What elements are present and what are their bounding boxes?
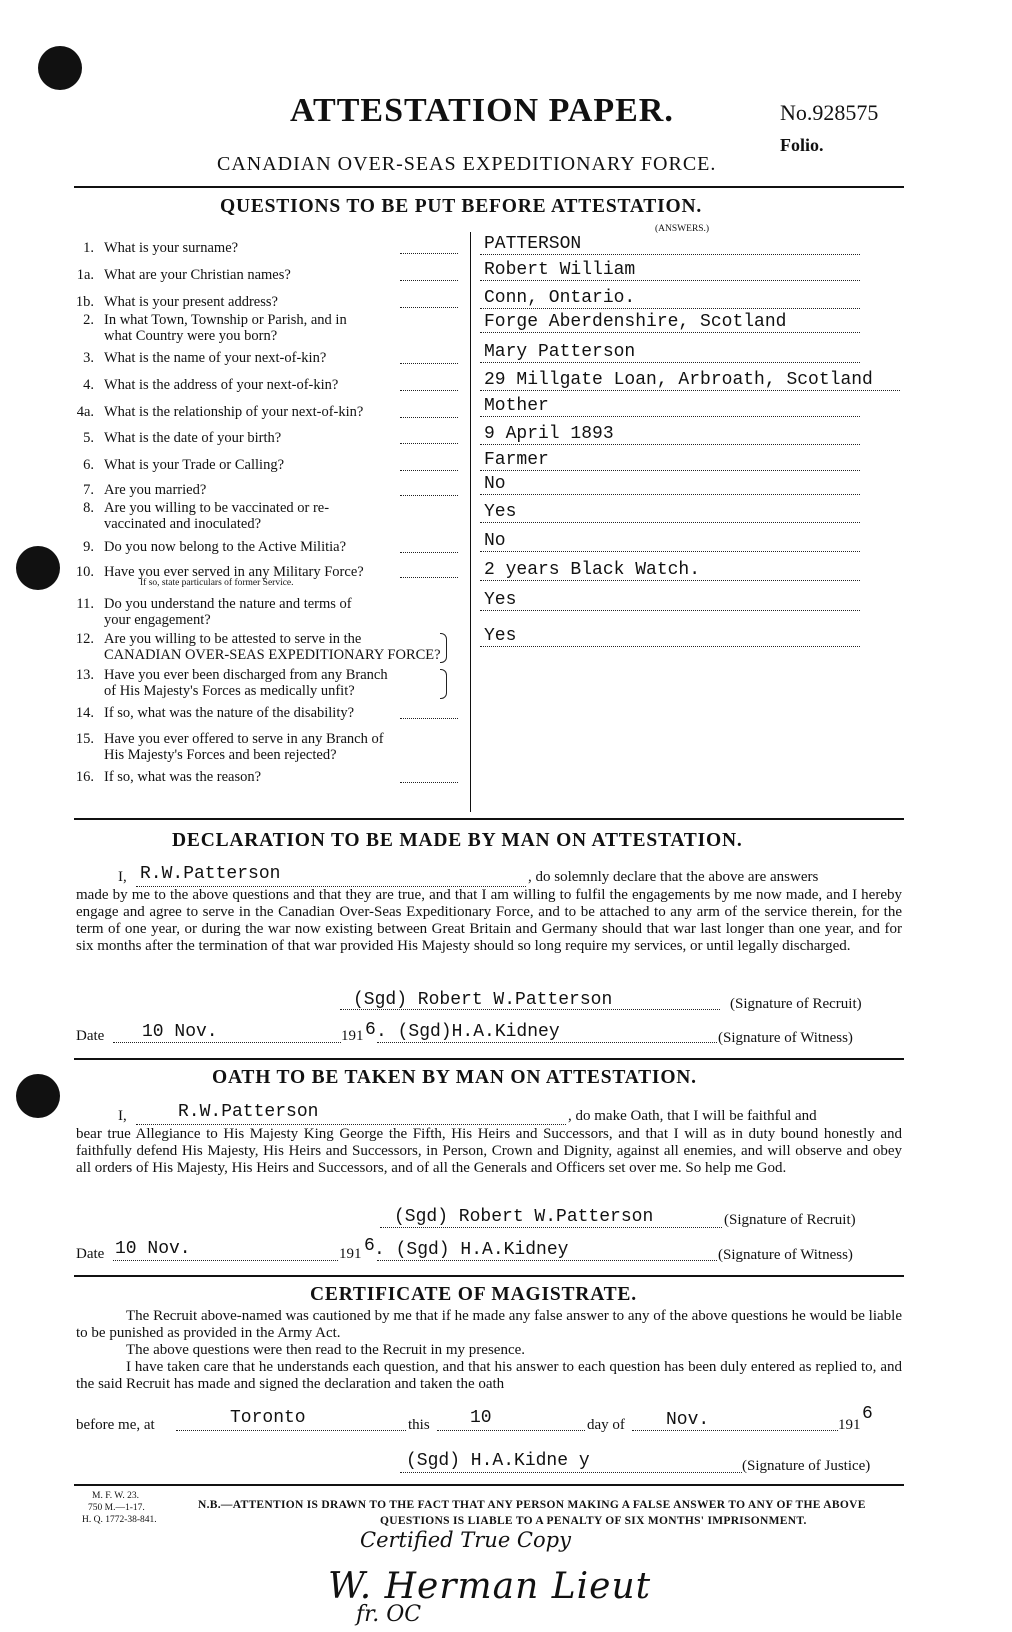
answer-value: Mary Patterson bbox=[484, 342, 636, 362]
answer-value: Yes bbox=[484, 626, 517, 646]
question-text: Have you ever offered to serve in any Branch of bbox=[104, 731, 384, 747]
certificate-signature-label: (Signature of Justice) bbox=[742, 1458, 871, 1474]
question-number: 4a. bbox=[76, 404, 94, 420]
certificate-signature: (Sgd) H.A.Kidne y bbox=[406, 1451, 590, 1471]
certificate-before-label: before me, at bbox=[76, 1417, 155, 1433]
certificate-day-of-label: day of bbox=[587, 1417, 625, 1433]
question-leader-dots bbox=[400, 770, 458, 783]
answer-line bbox=[480, 539, 860, 552]
question-number: 10. bbox=[75, 564, 94, 580]
question-text: CANADIAN OVER-SEAS EXPEDITIONARY FORCE? bbox=[104, 647, 441, 663]
certificate-month-line bbox=[632, 1418, 838, 1431]
oath-body: bear true Allegiance to His Majesty King George the Fifth, His Heirs and Successors, and that I will as in duty bound honestly and faithfully defend His Majesty, His Heirs and Successors, in Person, Crown and Dignity, against all enemies, and will observe and obey all orders of His Majesty, His Heirs and Successors, and of all the Generals and Officers set over me. So help me God. bbox=[76, 1126, 902, 1176]
answer-value: No bbox=[484, 531, 506, 551]
question-bracket bbox=[440, 669, 447, 699]
question-leader-dots bbox=[400, 378, 458, 391]
certificate-paragraph-1: The Recruit above-named was cautioned by me that if he made any false answer to any of the above questions he would be liable to be punished as provided in the Army Act. bbox=[76, 1308, 902, 1341]
answer-line bbox=[480, 404, 860, 417]
question-text: Do you now belong to the Active Militia? bbox=[104, 539, 347, 555]
question-text: what Country were you born? bbox=[104, 328, 278, 344]
question-number: 11. bbox=[76, 596, 94, 612]
oath-heading: OATH TO BE TAKEN BY MAN ON ATTESTATION. bbox=[212, 1067, 697, 1088]
oath-bottom-rule bbox=[74, 1275, 904, 1277]
question-text: What is your surname? bbox=[104, 240, 239, 256]
declaration-year-prefix: 191 bbox=[341, 1028, 364, 1044]
form-code-3: H. Q. 1772-38-841. bbox=[82, 1515, 157, 1525]
answer-value: 9 April 1893 bbox=[484, 424, 614, 444]
declaration-year-digit: 6 bbox=[365, 1020, 376, 1040]
declaration-witness-label: (Signature of Witness) bbox=[718, 1030, 853, 1046]
question-text: What is the address of your next-of-kin? bbox=[104, 377, 339, 393]
punch-hole-middle bbox=[16, 546, 60, 590]
question-leader-dots bbox=[400, 483, 458, 496]
answer-value: 2 years Black Watch. bbox=[484, 560, 701, 580]
question-text: What are your Christian names? bbox=[104, 267, 291, 283]
question-number: 3. bbox=[83, 350, 94, 366]
question-leader-dots bbox=[400, 540, 458, 553]
question-text: Are you married? bbox=[104, 482, 207, 498]
question-text: If so, what was the reason? bbox=[104, 769, 262, 785]
question-leader-dots bbox=[400, 405, 458, 418]
question-text: your engagement? bbox=[104, 612, 211, 628]
question-leader-dots bbox=[400, 268, 458, 281]
answer-line bbox=[480, 350, 860, 363]
punch-hole-lower bbox=[16, 1074, 60, 1118]
question-text: Have you ever been discharged from any Branch bbox=[104, 667, 388, 683]
declaration-signature: (Sgd) Robert W.Patterson bbox=[353, 990, 613, 1010]
question-text: Are you willing to be attested to serve in the bbox=[104, 631, 362, 647]
question-text: If so, what was the nature of the disability? bbox=[104, 705, 355, 721]
answer-line bbox=[480, 510, 860, 523]
certifying-signature-sub: fr. OC bbox=[356, 1602, 422, 1627]
page-subtitle: CANADIAN OVER-SEAS EXPEDITIONARY FORCE. bbox=[217, 153, 717, 175]
answer-line bbox=[480, 268, 860, 281]
question-text: What is your present address? bbox=[104, 294, 278, 310]
declaration-body: made by me to the above questions and that they are true, and that I am willing to fulfil the engagements by me now made, and I hereby engage and agree to serve in the Canadian Over-Seas Expeditionary Force, and to be attached to any arm of the service therein, for the term of one year, or during the war now existing between Great Britain and Germany should that war last longer than one year, and for six months after the termination of that war provided His Majesty should so long require my services, or until legally discharged. bbox=[76, 887, 902, 954]
oath-date: 10 Nov. bbox=[115, 1239, 191, 1259]
answer-value: Mother bbox=[484, 396, 549, 416]
answer-line bbox=[480, 242, 860, 255]
certificate-heading: CERTIFICATE OF MAGISTRATE. bbox=[310, 1284, 637, 1305]
oath-signature-label: (Signature of Recruit) bbox=[724, 1212, 856, 1228]
oath-witness-label: (Signature of Witness) bbox=[718, 1247, 853, 1263]
answer-line bbox=[480, 458, 860, 471]
punch-hole-top bbox=[38, 46, 82, 90]
declaration-text-1: , do solemnly declare that the above are answers bbox=[528, 869, 819, 885]
answer-line bbox=[480, 296, 860, 309]
declaration-signature-label: (Signature of Recruit) bbox=[730, 996, 862, 1012]
oath-i: I, bbox=[118, 1108, 127, 1124]
declaration-date: 10 Nov. bbox=[142, 1022, 218, 1042]
declaration-bottom-rule bbox=[74, 1058, 904, 1060]
question-number: 1. bbox=[83, 240, 94, 256]
question-leader-dots bbox=[400, 565, 458, 578]
question-text: Are you willing to be vaccinated or re- bbox=[104, 500, 330, 516]
declaration-name: R.W.Patterson bbox=[140, 864, 281, 884]
certificate-place: Toronto bbox=[230, 1408, 306, 1428]
question-number: 13. bbox=[75, 667, 94, 683]
answer-value: Robert William bbox=[484, 260, 636, 280]
question-number: 2. bbox=[83, 312, 94, 328]
oath-name: R.W.Patterson bbox=[178, 1102, 319, 1122]
question-text: What is the relationship of your next-of-kin? bbox=[104, 404, 364, 420]
answers-label: (ANSWERS.) bbox=[655, 224, 710, 234]
form-code-2: 750 M.—1-17. bbox=[88, 1503, 145, 1513]
answer-value: Forge Aberdenshire, Scotland bbox=[484, 312, 787, 332]
question-number: 16. bbox=[75, 769, 94, 785]
answer-line bbox=[480, 320, 860, 333]
question-leader-dots bbox=[400, 351, 458, 364]
certifying-signature: W. Herman Lieut bbox=[328, 1566, 652, 1607]
questions-heading: QUESTIONS TO BE PUT BEFORE ATTESTATION. bbox=[220, 196, 703, 217]
answer-line bbox=[480, 378, 900, 391]
question-number: 7. bbox=[83, 482, 94, 498]
certificate-this-label: this bbox=[408, 1417, 430, 1433]
oath-date-label: Date bbox=[76, 1246, 105, 1262]
question-text: Have you ever served in any Military Force? bbox=[104, 564, 364, 580]
certificate-day-line bbox=[437, 1418, 585, 1431]
question-number: 6. bbox=[83, 457, 94, 473]
certificate-paragraph-3: I have taken care that he understands each question, and that his answer to each question has been duly entered as replied to, and the said Recruit has made and signed the declaration and taken the oath bbox=[76, 1359, 902, 1392]
question-leader-dots bbox=[400, 706, 458, 719]
form-code-1: M. F. W. 23. bbox=[92, 1491, 140, 1501]
question-text: What is the date of your birth? bbox=[104, 430, 282, 446]
question-text: Do you understand the nature and terms of bbox=[104, 596, 352, 612]
question-text: of His Majesty's Forces as medically unfit? bbox=[104, 683, 355, 699]
answer-value: Farmer bbox=[484, 450, 549, 470]
header-rule bbox=[74, 186, 904, 188]
question-note: If so, state particulars of former Service. bbox=[140, 578, 294, 588]
oath-year-prefix: 191 bbox=[339, 1246, 362, 1262]
answer-line bbox=[480, 568, 860, 581]
question-leader-dots bbox=[400, 241, 458, 254]
declaration-witness: . (Sgd)H.A.Kidney bbox=[376, 1022, 560, 1042]
question-text: In what Town, Township or Parish, and in bbox=[104, 312, 347, 328]
answer-value: Conn, Ontario. bbox=[484, 288, 636, 308]
certificate-month: Nov. bbox=[666, 1410, 710, 1430]
question-number: 5. bbox=[83, 430, 94, 446]
question-text: His Majesty's Forces and been rejected? bbox=[104, 747, 337, 763]
declaration-heading: DECLARATION TO BE MADE BY MAN ON ATTESTATION. bbox=[172, 830, 743, 851]
question-number: 9. bbox=[83, 539, 94, 555]
answer-line bbox=[480, 634, 860, 647]
nb-warning-line-1: N.B.—ATTENTION IS DRAWN TO THE FACT THAT ANY PERSON MAKING A FALSE ANSWER TO ANY OF THE ABOVE bbox=[198, 1499, 866, 1511]
questions-bottom-rule bbox=[74, 818, 904, 820]
certificate-bottom-rule bbox=[74, 1484, 904, 1486]
answer-line bbox=[480, 432, 860, 445]
page-title: ATTESTATION PAPER. bbox=[290, 92, 674, 129]
question-text: What is the name of your next-of-kin? bbox=[104, 350, 327, 366]
answer-value: 29 Millgate Loan, Arbroath, Scotland bbox=[484, 370, 873, 390]
question-number: 1b. bbox=[75, 294, 94, 310]
folio-label: Folio. bbox=[780, 135, 824, 155]
answer-line bbox=[480, 598, 860, 611]
question-number: 14. bbox=[75, 705, 94, 721]
question-text: What is your Trade or Calling? bbox=[104, 457, 285, 473]
certified-true-copy-stamp: Certified True Copy bbox=[360, 1528, 571, 1552]
answers-column-rule bbox=[470, 232, 471, 812]
oath-witness: . (Sgd) H.A.Kidney bbox=[374, 1240, 569, 1260]
question-leader-dots bbox=[400, 295, 458, 308]
answer-value: No bbox=[484, 474, 506, 494]
answer-value: Yes bbox=[484, 502, 517, 522]
question-number: 12. bbox=[75, 631, 94, 647]
declaration-i: I, bbox=[118, 869, 127, 885]
question-number: 8. bbox=[83, 500, 94, 516]
nb-warning-line-2: QUESTIONS IS LIABLE TO A PENALTY OF SIX MONTHS' IMPRISONMENT. bbox=[380, 1515, 807, 1527]
question-leader-dots bbox=[400, 458, 458, 471]
oath-year-digit: 6 bbox=[364, 1236, 375, 1256]
question-bracket bbox=[440, 633, 447, 663]
question-number: 15. bbox=[75, 731, 94, 747]
answer-line bbox=[480, 482, 860, 495]
answer-value: Yes bbox=[484, 590, 517, 610]
question-leader-dots bbox=[400, 431, 458, 444]
question-number: 4. bbox=[83, 377, 94, 393]
question-number: 1a. bbox=[76, 267, 94, 283]
certificate-day: 10 bbox=[470, 1408, 492, 1428]
form-number: No.928575 bbox=[780, 100, 879, 125]
certificate-paragraph-2: The above questions were then read to the Recruit in my presence. bbox=[126, 1342, 526, 1358]
declaration-date-label: Date bbox=[76, 1028, 105, 1044]
oath-text-1: , do make Oath, that I will be faithful and bbox=[568, 1108, 817, 1124]
question-text: vaccinated and inoculated? bbox=[104, 516, 262, 532]
certificate-year-digit: 6 bbox=[862, 1404, 873, 1424]
answer-value: PATTERSON bbox=[484, 234, 582, 254]
oath-signature: (Sgd) Robert W.Patterson bbox=[394, 1207, 654, 1227]
certificate-year-prefix: 191 bbox=[838, 1417, 861, 1433]
